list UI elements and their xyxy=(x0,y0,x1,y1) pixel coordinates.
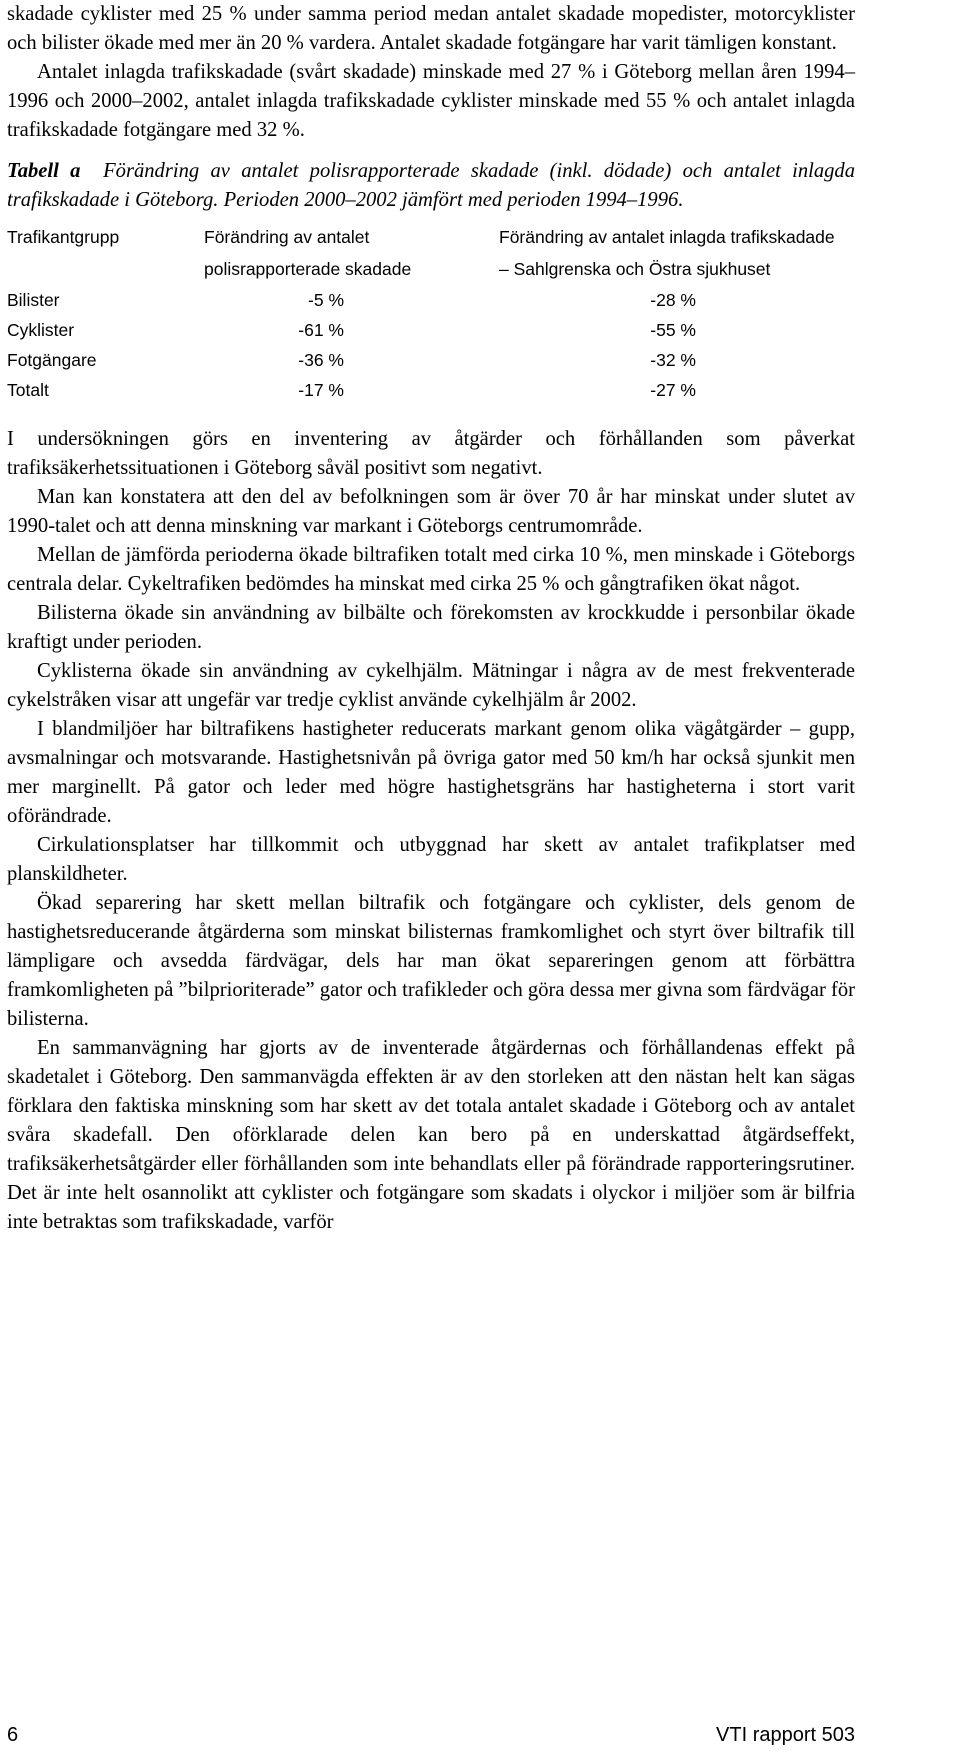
column-header-road-user-group: Trafikantgrupp xyxy=(7,227,120,247)
table-caption-text: Förändring av antalet polisrapporterade skadade (inkl. dödade) och antalet inlagda trafikskadade i Göteborg. Perioden 2000–2002 jämfört med perioden 1994–1996. xyxy=(7,160,856,211)
table-caption xyxy=(7,157,855,215)
table-row xyxy=(7,375,839,405)
page-number: 6 xyxy=(7,1724,19,1746)
table-row xyxy=(7,345,839,375)
column-header-hospital-admitted: Förändring av antalet inlagda trafikskadade – Sahlgrenska och Östra sjukhuset xyxy=(499,227,835,279)
body-paragraph: Antalet inlagda trafikskadade (svårt skadade) minskade med 27 % i Göteborg mellan åren 1994–1996 och 2000–2002, antalet inlagda trafikskadade cyklister minskade med 55 % och antalet inlagda trafikskadade fotgängare med 32 %. xyxy=(7,61,855,141)
document-page xyxy=(7,0,855,1237)
table-caption-label: Tabell a xyxy=(7,160,81,182)
body-text-block xyxy=(7,425,855,1237)
table-cell-group: Fotgängare xyxy=(7,350,97,370)
table-row xyxy=(7,285,839,315)
body-paragraph: I blandmiljöer har biltrafikens hastigheter reducerats markant genom olika vägåtgärder – gupp, avsmalningar och motsvarande. Hastighetsnivån på övriga gator med 50 km/h har också sjunkit men mer marginellt. På gator och leder med högre hastighetsgräns har hastigheterna i stort varit oförändrade. xyxy=(7,718,855,827)
injury-change-table xyxy=(7,221,839,405)
table-header-row xyxy=(7,221,839,285)
table-cell-group: Cyklister xyxy=(7,320,75,340)
body-paragraph: Man kan konstatera att den del av befolkningen som är över 70 år har minskat under slutet av 1990-talet och att denna minskning var markant i Göteborgs centrumområde. xyxy=(7,486,855,537)
table-cell-hospital: -27 % xyxy=(650,380,696,400)
body-paragraph: Cirkulationsplatser har tillkommit och utbyggnad har skett av antalet trafikplatser med planskildheter. xyxy=(7,834,855,885)
table-cell-police: -36 % xyxy=(298,350,344,370)
table-cell-hospital: -28 % xyxy=(650,290,696,310)
body-paragraph: Bilisterna ökade sin användning av bilbälte och förekomsten av krockkudde i personbilar ökade kraftigt under perioden. xyxy=(7,602,855,653)
table-cell-police: -17 % xyxy=(298,380,344,400)
column-header-police-reported: Förändring av antalet polisrapporterade skadade xyxy=(204,227,412,279)
body-paragraph: skadade cyklister med 25 % under samma period medan antalet skadade mopedister, motorcyklister och bilister ökade med mer än 20 % vardera. Antalet skadade fotgängare har varit tämligen konstant. xyxy=(7,3,855,54)
body-paragraph: I undersökningen görs en inventering av åtgärder och förhållanden som påverkat trafiksäkerhetssituationen i Göteborg såväl positivt som negativt. xyxy=(7,428,855,479)
table-cell-police: -61 % xyxy=(298,320,344,340)
body-paragraph: Mellan de jämförda perioderna ökade biltrafiken totalt med cirka 10 %, men minskade i Göteborgs centrala delar. Cykeltrafiken bedömdes ha minskat med cirka 25 % och gångtrafiken ökat något. xyxy=(7,544,855,595)
table-cell-hospital: -55 % xyxy=(650,320,696,340)
table-cell-hospital: -32 % xyxy=(650,350,696,370)
body-paragraph: En sammanvägning har gjorts av de inventerade åtgärdernas och förhållandenas effekt på skadetalet i Göteborg. Den sammanvägda effekten är av den storleken att den nästan helt kan sägas förklara den faktiska minskning som har skett av det totala antalet skadade i Göteborg och av antalet svåra skadefall. Den oförklarade delen kan bero på en underskattad åtgärdseffekt, trafiksäkerhetsåtgärder eller förhållanden som inte behandlats eller på förändrade rapporteringsrutiner. Det är inte helt osannolikt att cyklister och fotgängare som skadats i olyckor i miljöer som är bilfria inte betraktas som trafikskadade, varför xyxy=(7,1037,855,1233)
report-name: VTI rapport 503 xyxy=(716,1724,855,1746)
body-paragraph: Cyklisterna ökade sin användning av cykelhjälm. Mätningar i några av de mest frekventerade cykelstråken visar att ungefär var tredje cyklist använde cykelhjälm år 2002. xyxy=(7,660,855,711)
table-cell-group: Bilister xyxy=(7,290,60,310)
table-cell-police: -5 % xyxy=(308,290,344,310)
table-cell-group: Totalt xyxy=(7,380,49,400)
table-row xyxy=(7,315,839,345)
body-paragraph: Ökad separering har skett mellan biltrafik och fotgängare och cyklister, dels genom de hastighetsreducerande åtgärderna som minskat bilisternas framkomlighet och styrt över biltrafik till lämpligare och avsedda färdvägar, dels har man ökat separeringen genom att förbättra framkomligheten på ”bilprioriterade” gator och trafikleder och göra dessa mer givna som färdvägar för bilisterna. xyxy=(7,892,855,1030)
